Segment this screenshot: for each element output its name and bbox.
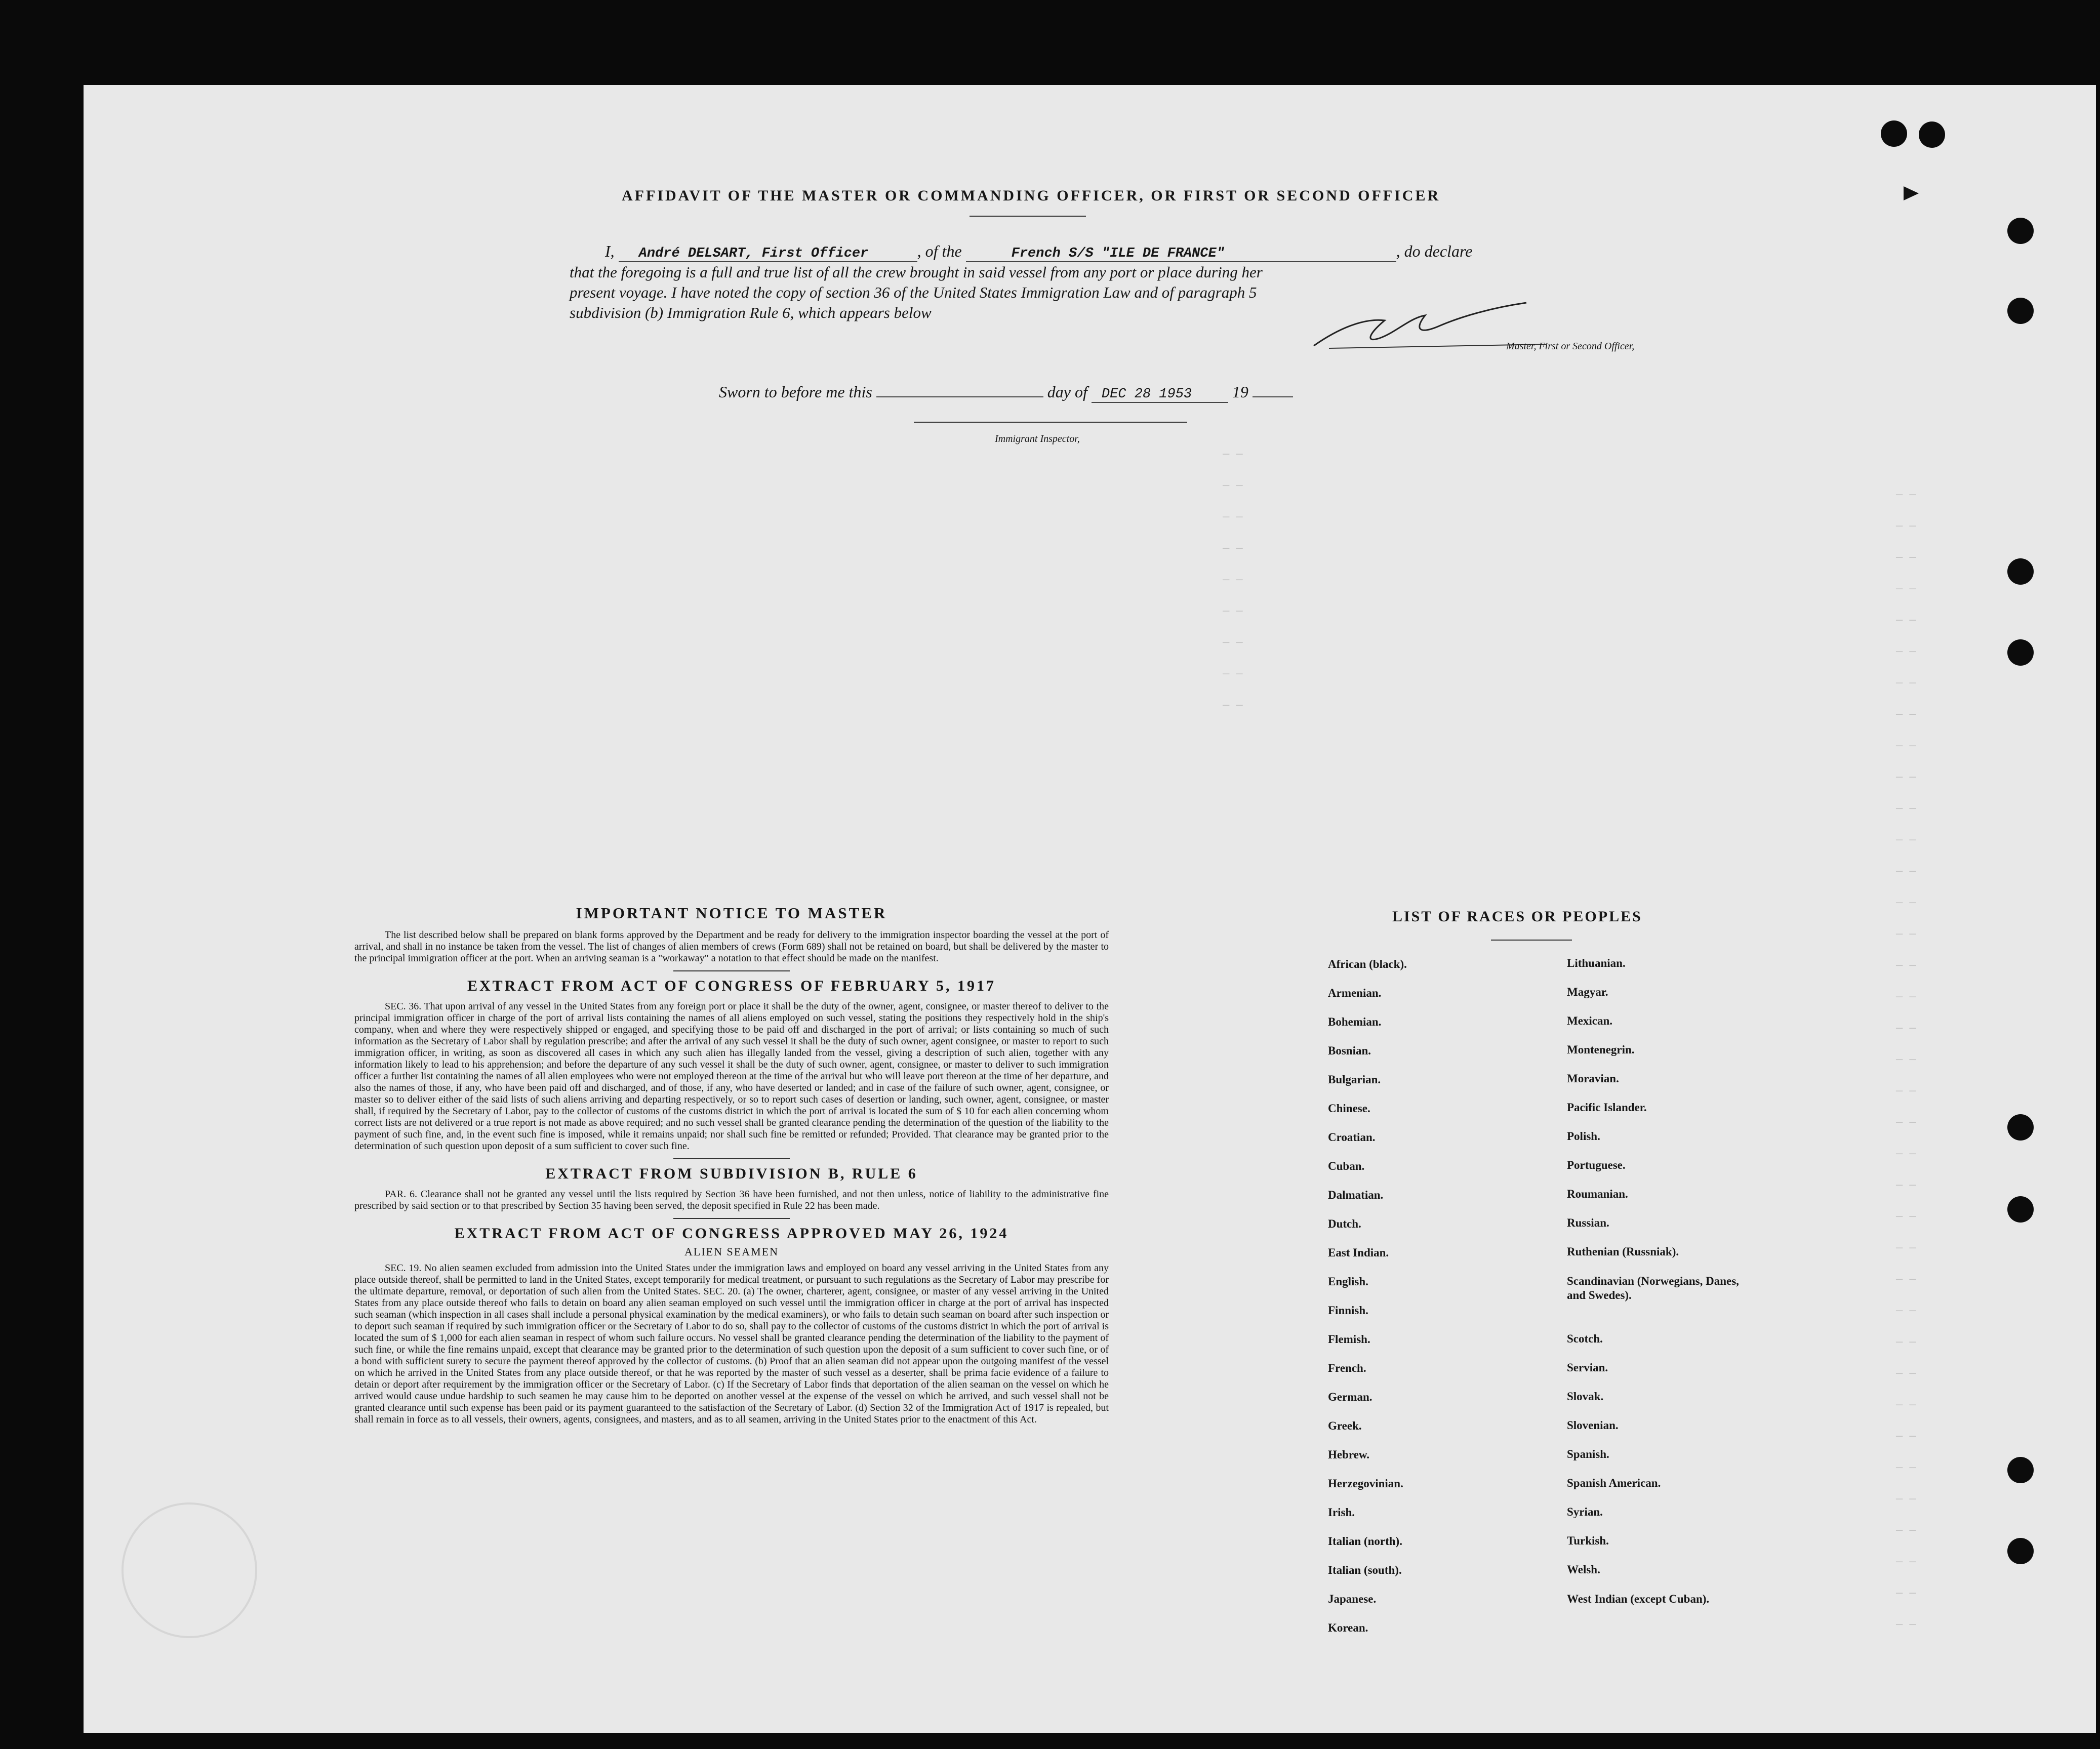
race-item: Armenian. — [1328, 987, 1382, 999]
affidavit-title: AFFIDAVIT OF THE MASTER OR COMMANDING OFFICER, OR FIRST OR SECOND OFFICER — [622, 187, 1441, 204]
extract3-body: SEC. 19. No alien seamen excluded from admission into the United States under the immigration laws and employed on board any vessel arriving in the United States from any place outside thereof, shall be permitted to land in the United States, except temporarily for medical treatment, or pursuant to such regulations as the Secretary of Labor may prescribe for the ultimate departure, removal, or deportation of such alien from the United States. SEC. 20. (a) The owner, charterer, agent, consignee, or master of any vessel arriving in the United States from any place outside thereof who fails to detain on board any alien seaman employed on such vessel until the immigration officer in charge at the port of arrival has inspected such seaman (which inspection in all cases shall include a personal physical examination by the medical examiners), or who fails to detain such seaman on board after such inspection or to deport such seaman if required by such immigration officer or the Secretary of Labor to do so, shall pay to the collector of customs of the customs district in which the port of arrival is located the sum of $ 1,000 for each alien seaman in respect of whom such failure occurs. No vessel shall be granted clearance pending the determination of the liability to the payment of such fine, or while the fine remains unpaid, except that clearance may be granted prior to the determination of such question upon the deposit of a sum sufficient to cover such fine, or of a bond with sufficient surety to secure the payment thereof approved by the collector of customs. (b) Proof that an alien seaman did not appear upon the outgoing manifest of the vessel on which he arrived in the United States from any place outside thereof, or that he was reported by the master of such vessel as a deserter, shall be prima facie evidence of a failure to detain or deport after requirement by the immigration officer or the Secretary of Labor. (c) If the Secretary of Labor finds that deportation of the alien seaman on the vessel on which he arrived would cause undue hardship to such seamen he may cause him to be deported on another vessel at the expense of the vessel on which he arrived, and such vessel shall not be granted clearance until such expense has been paid or its payment guaranteed to the satisfaction of the Secretary of Labor. (d) Section 32 of the Immigration Act of 1917 is repealed, but shall remain in force as to all vessels, their owners, agents, consignees, and masters, and as to all seamen, arriving in the United States prior to the enactment of this Act. — [354, 1263, 1109, 1425]
race-item: Italian (south). — [1328, 1564, 1402, 1576]
race-item: Chinese. — [1328, 1102, 1370, 1115]
affidavit-i: I, — [605, 242, 615, 260]
sworn-line — [719, 383, 1293, 403]
page-corner-arrow — [1904, 186, 1919, 200]
extract1-title: EXTRACT FROM ACT OF CONGRESS OF FEBRUARY 5, 1917 — [467, 978, 996, 994]
left-column — [354, 904, 1109, 1426]
officer-name: André DELSART, First Officer — [619, 246, 917, 262]
race-item: Pacific Islander. — [1567, 1101, 1647, 1114]
race-item: Dutch. — [1328, 1217, 1361, 1230]
punch-hole — [2007, 1196, 2034, 1223]
notice-body: The list described below shall be prepared on blank forms approved by the Department and be ready for delivery to the immigration inspector boarding the vessel at the port of arrival, and shall in no instance be taken from the vessel. The list of changes of alien members of crews (Form 689) shall not be retained on board, but shall be delivered by the master to the principal immigration officer at the port. When an arriving seaman is a "workaway" a notation to that effect should be made on the manifest. — [354, 929, 1109, 964]
race-item: African (black). — [1328, 958, 1407, 970]
extract2-body: PAR. 6. Clearance shall not be granted any vessel until the lists required by Section 36 have been furnished, and not then unless, notice of liability to the administrative fine prescribed by said section or to that prescribed by Section 35 having been served, the deposit specified in Rule 22 has been made. — [354, 1189, 1109, 1211]
race-item: Syrian. — [1567, 1506, 1603, 1518]
race-item: Lithuanian. — [1567, 957, 1626, 969]
sworn-text: Sworn to before me this — [719, 383, 872, 401]
punch-hole — [2007, 218, 2034, 244]
punch-hole — [1881, 120, 1907, 147]
extract3-subtitle: ALIEN SEAMEN — [684, 1245, 779, 1258]
affidavit-line4: subdivision (b) Immigration Rule 6, which appears below — [570, 304, 932, 321]
punch-hole — [2007, 639, 2034, 666]
race-item: Bulgarian. — [1328, 1073, 1381, 1086]
race-item: East Indian. — [1328, 1246, 1389, 1259]
race-item: German. — [1328, 1391, 1372, 1403]
race-item: Italian (north). — [1328, 1535, 1402, 1548]
sworn-day-of: day of — [1047, 383, 1087, 401]
notice-title: IMPORTANT NOTICE TO MASTER — [576, 904, 887, 922]
punch-hole — [2007, 298, 2034, 324]
race-item: Croatian. — [1328, 1131, 1376, 1144]
race-item: Spanish American. — [1567, 1477, 1661, 1489]
punch-hole — [1919, 121, 1945, 148]
stamp-seal — [122, 1502, 257, 1638]
punch-hole — [2007, 1114, 2034, 1141]
race-item: Herzegovinian. — [1328, 1477, 1403, 1490]
extract3-title: EXTRACT FROM ACT OF CONGRESS APPROVED MAY 26, 1924 — [454, 1225, 1009, 1242]
race-item: Mexican. — [1567, 1014, 1613, 1027]
inspector-signature-line — [914, 422, 1187, 423]
race-item: Bosnian. — [1328, 1044, 1371, 1057]
race-item: Scotch. — [1567, 1332, 1603, 1345]
races-title: LIST OF RACES OR PEOPLES — [1392, 908, 1642, 925]
affidavit-line3: present voyage. I have noted the copy of section 36 of the United States Immigration Law and of paragraph 5 — [570, 283, 1257, 301]
race-item: Korean. — [1328, 1621, 1368, 1634]
race-item: Roumanian. — [1567, 1188, 1628, 1200]
affidavit-do-declare: , do declare — [1396, 242, 1473, 260]
races-title-rule — [1491, 940, 1572, 941]
race-item: Moravian. — [1567, 1072, 1619, 1085]
race-item: Scandinavian (Norwegians, Danes, and Swedes). — [1567, 1275, 1739, 1301]
race-item: Turkish. — [1567, 1534, 1609, 1547]
race-item: Polish. — [1567, 1130, 1600, 1143]
race-item: English. — [1328, 1275, 1368, 1288]
punch-hole — [2007, 558, 2034, 585]
race-item: Spanish. — [1567, 1448, 1609, 1460]
race-item: French. — [1328, 1362, 1366, 1374]
race-item: Japanese. — [1328, 1593, 1377, 1605]
race-item: West Indian (except Cuban). — [1567, 1593, 1710, 1605]
race-item: Hebrew. — [1328, 1448, 1369, 1461]
race-item: Greek. — [1328, 1419, 1362, 1432]
race-item: Cuban. — [1328, 1160, 1365, 1172]
sworn-year: 19 — [1232, 383, 1248, 401]
affidavit-of-the: , of the — [917, 242, 962, 260]
extract1-body: SEC. 36. That upon arrival of any vessel in the United States from any foreign port or place it shall be the duty of the owner, agent, consignee, or master thereof to deliver to the principal immigration officer in charge of the port of arrival lists containing the names of all aliens employed on such vessel, stating the positions they respectively hold in the ship's company, when and where they were respectively shipped or engaged, and specifying those to be paid off and discharged in the port of arrival; or lists containing so much of such information as the Secretary of Labor shall by regulation prescribe; and after the arrival of any such vessel it shall be the duty of such owner, agent consignee, or master to report to such immigration officer, in writing, as soon as discovered all cases in which any such alien has illegally landed from the vessel, giving a description of such alien, together with any information likely to lead to his apprehension; and before the departure of any such vessel it shall be the duty of such owner, agent, consignee, or master to deliver to such immigration officer a further list containing the names of all alien employees who were not employed thereon at the time of the arrival but who will leave port thereon at the time of her departure, and also the names of those, if any, who have been paid off and discharged, and of those, if any, who have deserted or landed; and in case of the failure of such owner, agent, consignee, or master so to deliver either of the said lists of such aliens arriving and departing respectively, or so to report such cases of desertion or landing, such owner, agent, consignee, or master shall, if required by the Secretary of Labor, pay to the collector of customs of the customs district in which the port of arrival is located the sum of $ 10 for each alien concerning whom correct lists are not delivered or a true report is not made as above required; and no such vessel shall be granted clearance pending the determination of the question of the liability to the payment of such fine, and, in the event such fine is imposed, while it remains unpaid; nor shall such fine be remitted or refunded; Provided. That clearance may be granted prior to the determination of such question upon deposit of a sum sufficient to cover such fine. — [354, 1001, 1109, 1152]
race-item: Montenegrin. — [1567, 1043, 1635, 1056]
race-item: Slovak. — [1567, 1390, 1604, 1403]
race-item: Portuguese. — [1567, 1159, 1626, 1171]
race-item: Finnish. — [1328, 1304, 1368, 1317]
punch-hole — [2007, 1538, 2034, 1564]
race-item: Flemish. — [1328, 1333, 1370, 1346]
inspector-caption: Immigrant Inspector, — [995, 433, 1080, 444]
race-item: Irish. — [1328, 1506, 1355, 1519]
race-item: Magyar. — [1567, 986, 1608, 998]
bleed-through-ghost: ─ ─ ─ ─ ─ ─ ─ ─ ─ ─ ─ ─ ─ ─ ─ ─ ─ ─ — [1223, 449, 1243, 712]
affidavit-line2: that the foregoing is a full and true list of all the crew brought in said vessel from any port or place during her — [570, 263, 1263, 281]
extract2-title: EXTRACT FROM SUBDIVISION B, RULE 6 — [545, 1165, 918, 1182]
affidavit-line1 — [605, 242, 1472, 262]
race-item: Russian. — [1567, 1216, 1609, 1229]
race-item: Slovenian. — [1567, 1419, 1619, 1432]
race-item: Ruthenian (Russniak). — [1567, 1245, 1679, 1258]
bleed-through-ghost-right: ─ ─ ─ ─ ─ ─ ─ ─ ─ ─ ─ ─ ─ ─ ─ ─ ─ ─ ─ ─ ─ ─ ─ ─ ─ ─ ─ ─ ─ ─ ─ ─ ─ ─ ─ ─ ─ ─ ─ ─ ─ ─ ─ ─ ─ ─ ─ ─ ─ ─ ─ ─ ─ ─ ─ ─ ─ ─ ─ ─ ─ ─ ─ ─ ─ ─ ─ ─ ─ ─ ─ ─ ─ ─ — [1896, 489, 1916, 1632]
race-item: Welsh. — [1567, 1563, 1600, 1576]
sworn-date-stamp: DEC 28 1953 — [1092, 387, 1228, 403]
signature-caption: Master, First or Second Officer, — [1506, 341, 1635, 352]
race-item: Bohemian. — [1328, 1015, 1382, 1028]
race-item: Servian. — [1567, 1361, 1608, 1374]
race-item: Dalmatian. — [1328, 1189, 1384, 1201]
title-rule — [970, 216, 1086, 217]
punch-hole — [2007, 1457, 2034, 1483]
vessel-name: French S/S "ILE DE FRANCE" — [966, 246, 1396, 262]
document-page — [84, 85, 2096, 1733]
